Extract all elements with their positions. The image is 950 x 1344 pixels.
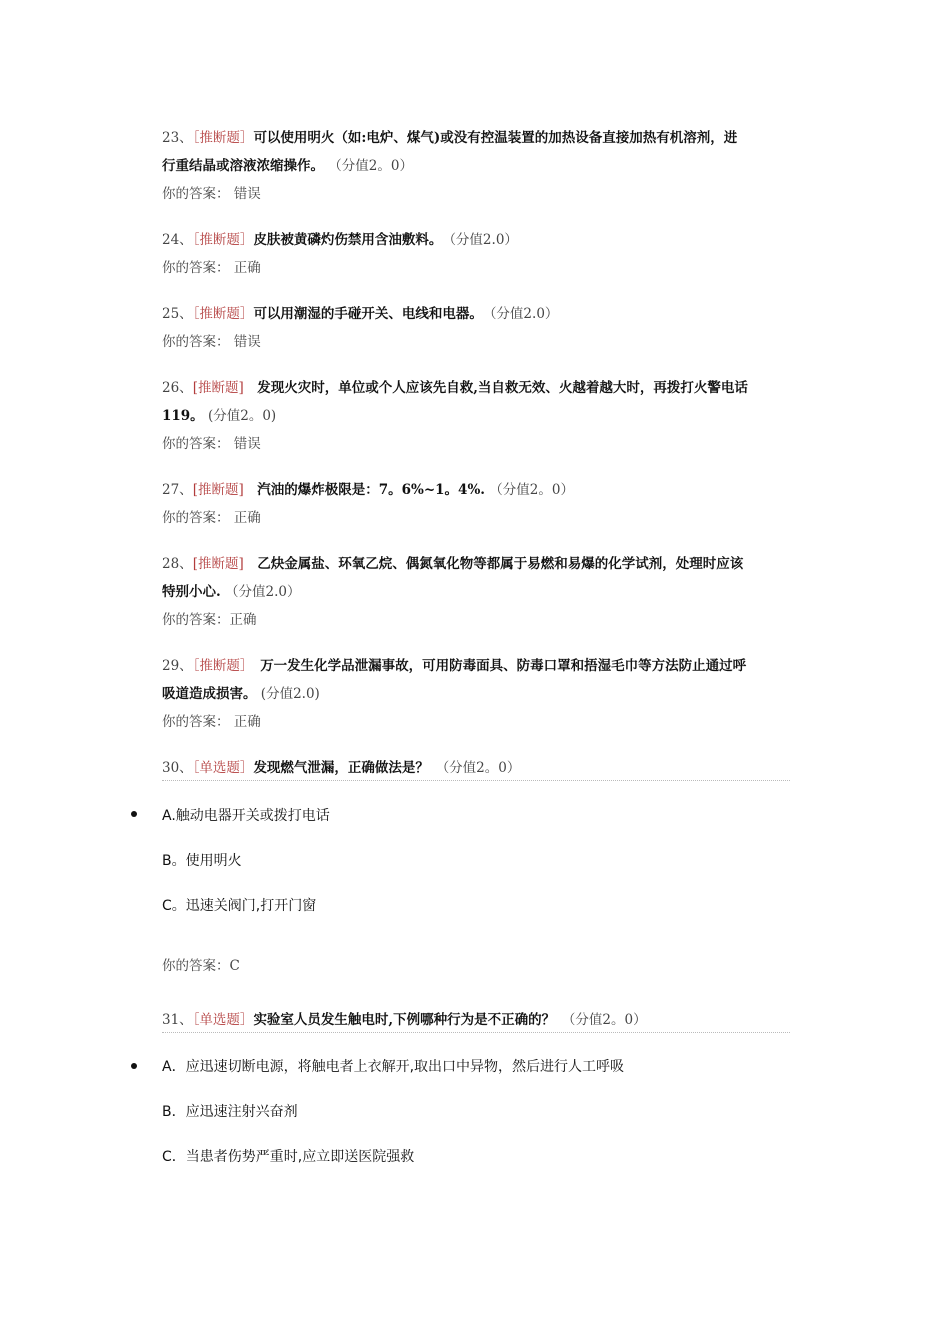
answer-label: 你的答案： [162, 186, 230, 202]
option-c[interactable]: C．当患者伤势严重时,应立即送医院强救 [162, 1149, 415, 1165]
answer-value: 错误 [233, 186, 261, 202]
question-score: （分值2。0） [442, 760, 521, 776]
answer-label: 你的答案： [162, 334, 230, 350]
question-27 [162, 476, 792, 532]
question-number: 24、 [162, 232, 193, 248]
question-31 [162, 1006, 792, 1034]
divider [162, 1032, 790, 1033]
option-c[interactable]: C。迅速关阀门,打开门窗 [162, 898, 317, 914]
answer-value: 正确 [233, 260, 261, 276]
question-stem: 皮肤被黄磷灼伤禁用含油敷料。 [253, 232, 436, 248]
question-score: (分值2。0) [207, 408, 277, 424]
question-stem: 实验室人员发生触电时,下例哪种行为是不正确的？ [253, 1012, 556, 1028]
question-number: 27、 [162, 482, 193, 498]
answer-value: 正确 [229, 612, 257, 628]
question-type-tag: ［推断题］ [192, 306, 254, 322]
question-stem-cont: 吸道造成损害。 [162, 686, 257, 702]
question-number: 25、 [162, 306, 193, 322]
question-stem-cont: 119。 [162, 408, 204, 424]
question-number: 29、 [162, 658, 193, 674]
question-29 [162, 652, 792, 736]
question-type-tag: [推断题] [192, 380, 244, 396]
question-type-tag: [推断题] [192, 556, 244, 572]
answer-row [162, 430, 792, 458]
question-stem: 可以使用明火（如:电炉、煤气)或没有控温装置的加热设备直接加热有机溶剂，进 [253, 130, 738, 146]
question-number: 28、 [162, 556, 193, 572]
question-stem: 乙炔金属盐、环氧乙烷、偶氮氧化物等都属于易燃和易爆的化学试剂，处理时应该 [257, 556, 744, 572]
question-number: 26、 [162, 380, 193, 396]
answer-value: 正确 [233, 714, 261, 730]
answer-value: 错误 [233, 334, 261, 350]
answer-label: 你的答案： [162, 260, 230, 276]
question-stem: 可以用潮湿的手碰开关、电线和电器。 [253, 306, 477, 322]
question-30 [162, 754, 792, 782]
question-number: 31、 [162, 1012, 193, 1028]
question-number: 30、 [162, 760, 193, 776]
question-26 [162, 374, 792, 458]
question-stem: 发现火灾时，单位或个人应该先自救,当自救无效、火越着越大时，再拨打火警电话 [257, 380, 748, 396]
answer-label: 你的答案： [162, 510, 230, 526]
question-score: （分值2。0） [328, 158, 413, 174]
option-a[interactable]: A.触动电器开关或拨打电话 [162, 808, 330, 824]
question-type-tag: ［推断题］ [192, 232, 254, 248]
question-stem: 汽油的爆炸极限是：7。6%~1。4%. [257, 482, 485, 498]
answer-row [162, 708, 792, 736]
question-24 [162, 226, 792, 282]
question-23 [162, 124, 792, 208]
answer-row [162, 504, 792, 532]
question-score: （分值2。0） [568, 1012, 647, 1028]
answer-label: 你的答案： [162, 436, 230, 452]
question-score: （分值2.0） [449, 232, 518, 248]
question-type-tag: ［推断题］ [192, 658, 247, 674]
question-stem-cont: 行重结晶或溶液浓缩操作。 [162, 158, 324, 174]
divider [162, 780, 790, 781]
answer-row: 你的答案：C [162, 958, 240, 974]
answer-row [162, 328, 792, 356]
question-score: (分值2.0) [260, 686, 320, 702]
question-score: （分值2.0） [225, 584, 301, 600]
question-type-tag: ［单选题］ [192, 1012, 254, 1028]
question-stem: 发现燃气泄漏，正确做法是？ [253, 760, 429, 776]
question-score: （分值2.0） [489, 306, 559, 322]
question-type-tag: [推断题] [192, 482, 244, 498]
answer-row [162, 180, 792, 208]
answer-value: 正确 [233, 510, 261, 526]
question-stem-cont: 特别小心. [162, 584, 221, 600]
question-number: 23、 [162, 130, 193, 146]
question-25 [162, 300, 792, 356]
question-score: （分值2。0） [489, 482, 574, 498]
question-type-tag: ［单选题］ [192, 760, 254, 776]
answer-value: 错误 [233, 436, 261, 452]
option-a[interactable]: A．应迅速切断电源，将触电者上衣解开,取出口中异物，然后进行人工呼吸 [162, 1059, 625, 1075]
answer-row [162, 606, 792, 634]
answer-label: 你的答案： [162, 612, 230, 628]
question-stem: 万一发生化学品泄漏事故，可用防毒面具、防毒口罩和捂湿毛巾等方法防止通过呼 [260, 658, 747, 674]
bullet-icon [131, 1063, 137, 1069]
question-28 [162, 550, 792, 634]
bullet-icon [131, 811, 137, 817]
question-type-tag: ［推断题］ [192, 130, 254, 146]
option-b[interactable]: B．应迅速注射兴奋剂 [162, 1104, 298, 1120]
answer-label: 你的答案： [162, 714, 230, 730]
option-b[interactable]: B。使用明火 [162, 853, 242, 869]
answer-row [162, 254, 792, 282]
